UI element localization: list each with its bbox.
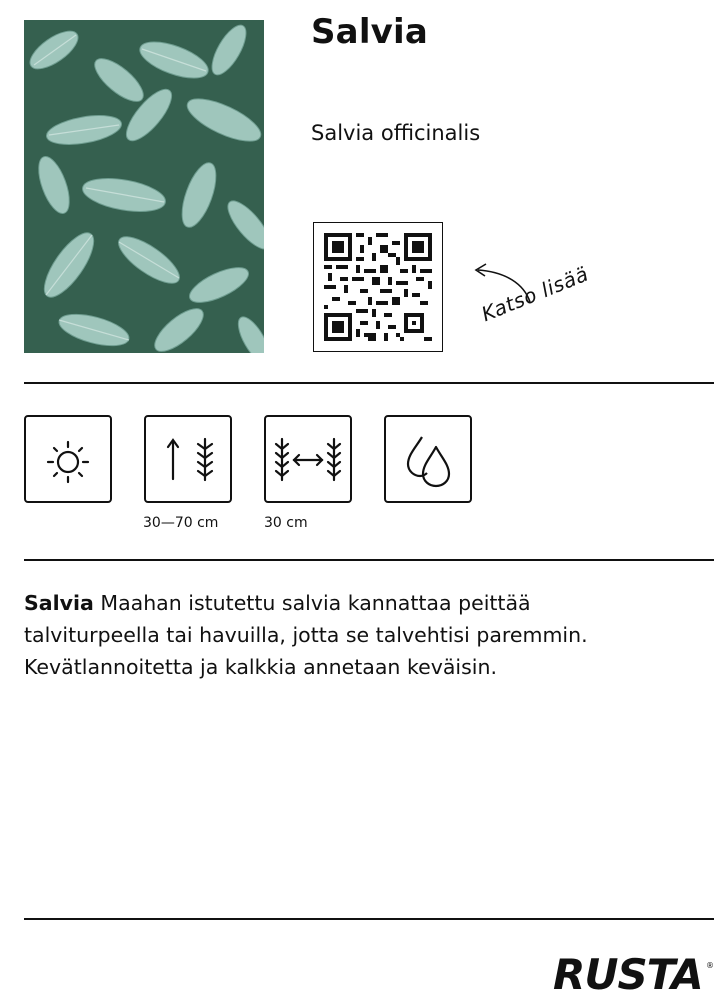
rusta-logo: RUSTA <box>553 950 703 999</box>
sun-icon <box>26 417 110 501</box>
height-box <box>144 415 232 503</box>
spacing-box <box>264 415 352 503</box>
sage-leaves-illustration <box>24 20 264 353</box>
divider <box>24 382 714 384</box>
sun-requirement-box <box>24 415 112 503</box>
care-description <box>24 587 714 683</box>
water-drops-icon <box>386 417 470 501</box>
registered-mark: ® <box>706 961 714 970</box>
qr-pattern <box>324 233 432 341</box>
plant-photo <box>24 20 264 353</box>
description-line-3: Kevätlannoitetta ja kalkkia annetaan keväisin. <box>24 655 497 679</box>
spacing-icon <box>266 417 350 501</box>
divider <box>24 559 714 561</box>
description-line-2: talviturpeella tai havuilla, jotta se talvehtisi paremmin. <box>24 623 588 647</box>
watering-box <box>384 415 472 503</box>
qr-code[interactable] <box>313 222 443 352</box>
qr-caption: Katso lisää <box>478 261 592 327</box>
plant-name: Salvia <box>311 12 429 52</box>
height-caption: 30—70 cm <box>143 515 219 531</box>
height-icon <box>146 417 230 501</box>
description-lead: Salvia <box>24 591 94 615</box>
divider <box>24 918 714 920</box>
plant-latin-name: Salvia officinalis <box>311 121 481 145</box>
description-line-1: Maahan istutettu salvia kannattaa peittää <box>93 591 531 615</box>
spacing-caption: 30 cm <box>264 515 308 531</box>
